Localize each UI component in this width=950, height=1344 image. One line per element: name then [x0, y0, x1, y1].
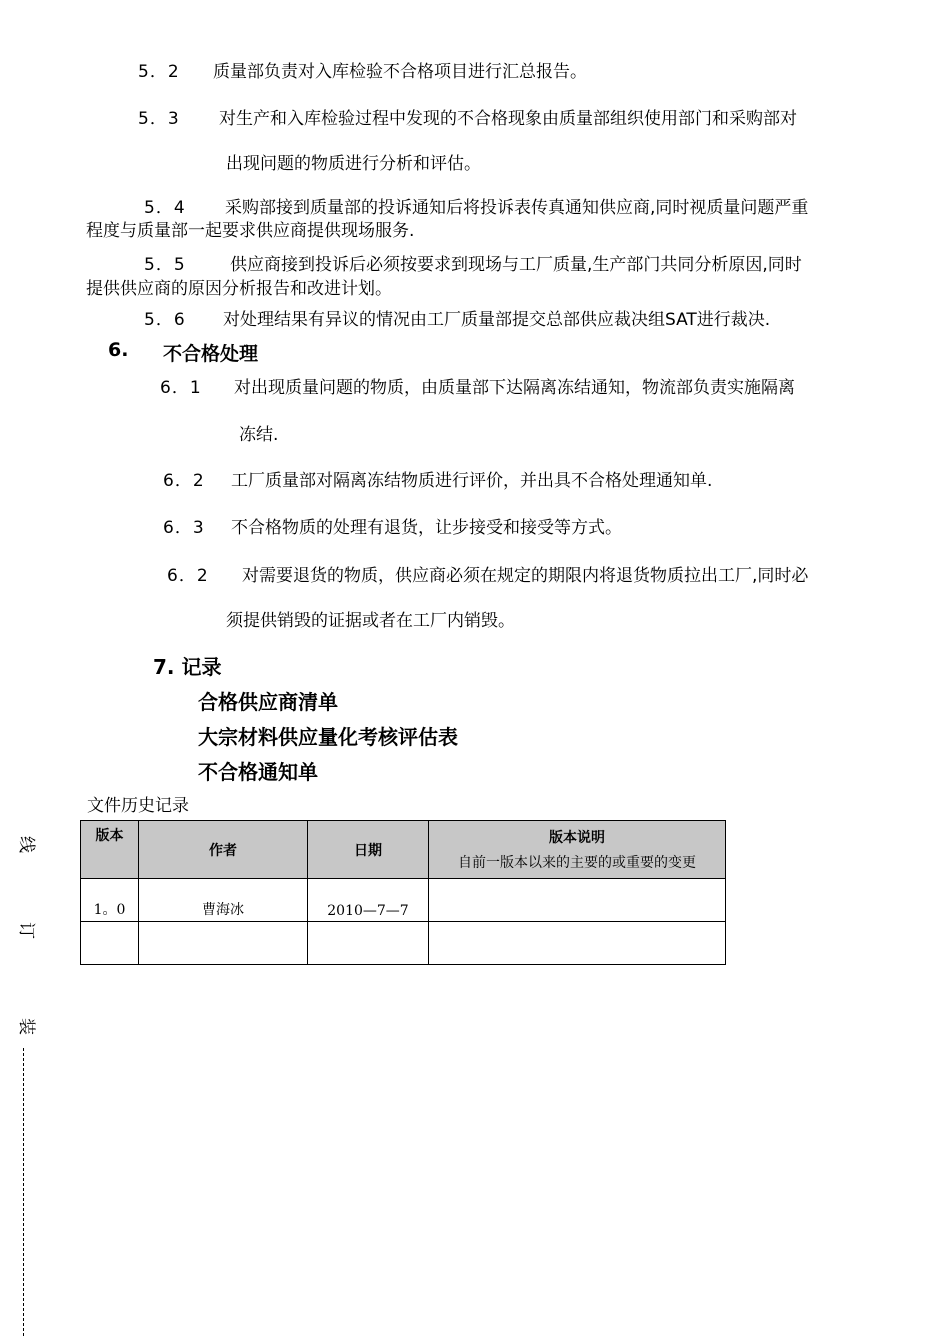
record-item: 不合格通知单	[198, 760, 318, 784]
table-row	[81, 879, 726, 922]
item-5-4-text-cont: 程度与质量部一起要求供应商提供现场服务.	[86, 221, 415, 241]
item-6-2-number: 6．2	[163, 471, 205, 491]
record-item: 合格供应商清单	[198, 690, 338, 714]
binding-dashed-line	[23, 1048, 24, 1336]
item-6-3-text: 不合格物质的处理有退货，让步接受和接受等方式。	[231, 518, 622, 538]
history-header-row	[81, 821, 726, 879]
item-6-1-text-cont: 冻结.	[239, 425, 279, 445]
item-6-2-text: 工厂质量部对隔离冻结物质进行评价，并出具不合格处理通知单.	[231, 471, 713, 491]
record-item: 大宗材料供应量化考核评估表	[198, 725, 458, 749]
section-6-title: 不合格处理	[163, 343, 259, 365]
cell-date	[308, 922, 429, 965]
item-5-4-text: 采购部接到质量部的投诉通知后将投诉表传真通知供应商,同时视质量问题严重	[225, 198, 809, 218]
item-5-6-number: 5．6	[144, 310, 186, 330]
margin-bind-char: 装	[16, 1018, 36, 1035]
item-6-3-number: 6．3	[163, 518, 205, 538]
header-description-subtitle: 自前一版本以来的主要的或重要的变更	[458, 855, 696, 871]
history-caption: 文件历史记录	[87, 796, 189, 816]
section-7-title: 7. 记录	[153, 655, 222, 679]
item-6-1-text: 对出现质量问题的物质，由质量部下达隔离冻结通知，物流部负责实施隔离	[234, 378, 795, 398]
cell-version: 1。0	[81, 879, 139, 922]
item-5-6-text: 对处理结果有异议的情况由工厂质量部提交总部供应裁决组SAT进行裁决.	[223, 310, 771, 330]
header-description-title: 版本说明	[549, 830, 605, 846]
cell-author: 曹海冰	[139, 879, 308, 922]
cell-version	[81, 922, 139, 965]
margin-order-char: 订	[16, 922, 36, 939]
item-6-4-text-cont: 须提供销毁的证据或者在工厂内销毁。	[226, 611, 515, 631]
table-row	[81, 922, 726, 965]
cell-description	[429, 922, 726, 965]
margin-line-char: 线	[16, 836, 36, 853]
item-6-4-text: 对需要退货的物质，供应商必须在规定的期限内将退货物质拉出工厂,同时必	[242, 566, 809, 586]
item-5-2-text: 质量部负责对入库检验不合格项目进行汇总报告。	[213, 62, 587, 82]
section-6-number: 6.	[108, 339, 129, 361]
cell-date: 2010—7—7	[308, 879, 429, 922]
header-date: 日期	[308, 821, 429, 879]
header-description	[429, 821, 726, 879]
header-author: 作者	[139, 821, 308, 879]
item-5-5-text: 供应商接到投诉后必须按要求到现场与工厂质量,生产部门共同分析原因,同时	[230, 255, 802, 275]
header-version: 版本	[81, 821, 139, 879]
item-5-3-text-cont: 出现问题的物质进行分析和评估。	[226, 154, 481, 174]
item-5-2-number: 5．2	[138, 62, 180, 82]
item-5-3-text: 对生产和入库检验过程中发现的不合格现象由质量部组织使用部门和采购部对	[219, 109, 797, 129]
cell-description	[429, 879, 726, 922]
item-5-4-number: 5．4	[144, 198, 186, 218]
item-6-4-number: 6．2	[167, 566, 209, 586]
item-5-5-text-cont: 提供供应商的原因分析报告和改进计划。	[86, 279, 392, 299]
item-6-1-number: 6．1	[160, 378, 202, 398]
history-table	[80, 820, 726, 965]
item-5-5-number: 5．5	[144, 255, 186, 275]
cell-author	[139, 922, 308, 965]
item-5-3-number: 5．3	[138, 109, 180, 129]
